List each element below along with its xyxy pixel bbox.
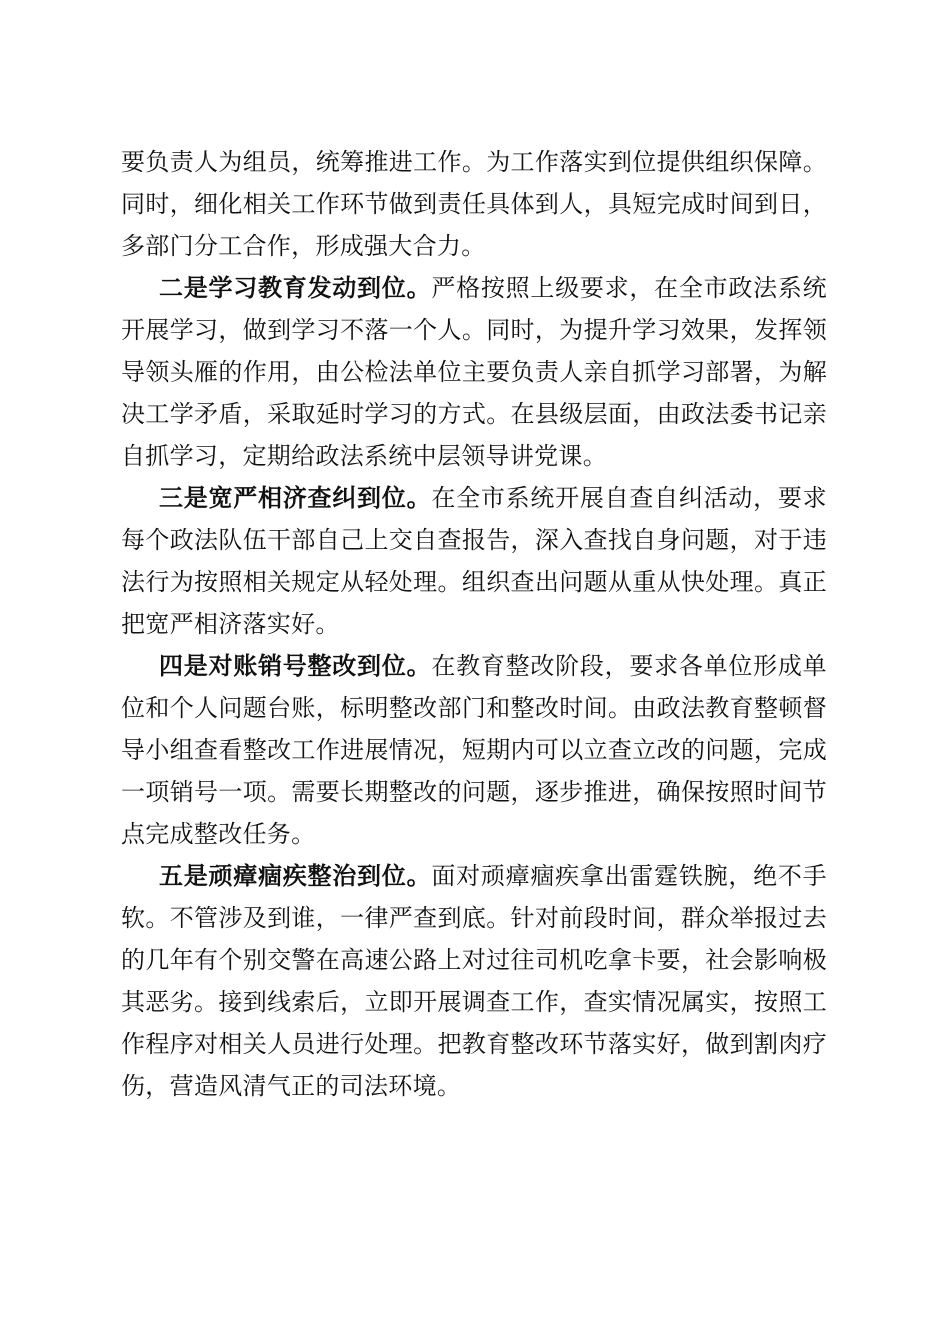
paragraph-text: 要负责人为组员，统筹推进工作。为工作落实到位提供组织保障。同时，细化相关工作环节做到责任具体到人，具短完成时间到日，多部门分工合作，形成强大合力。: [121, 148, 827, 260]
paragraph-heading: 五是顽瘴痼疾整治到位。: [159, 861, 432, 890]
paragraph-self-inspection: [121, 477, 827, 645]
paragraph-heading: 二是学习教育发动到位。: [159, 273, 432, 302]
paragraph-rectification: [121, 645, 827, 855]
paragraph-text: 严格按照上级要求，在全市政法系统开展学习，做到学习不落一个人。同时，为提升学习效果，发挥领导领头雁的作用，由公检法单位主要负责人亲自抓学习部署，为解决工学矛盾，采取延时学习的方式。在县级层面，由政法委书记亲自抓学习，定期给政法系统中层领导讲党课。: [121, 274, 827, 470]
paragraph-persistent-problems: [121, 855, 827, 1107]
paragraph-heading: 四是对账销号整改到位。: [159, 651, 432, 680]
paragraph-text: 面对顽瘴痼疾拿出雷霆铁腕，绝不手软。不管涉及到谁，一律严查到底。针对前段时间，群众举报过去的几年有个别交警在高速公路上对过往司机吃拿卡要，社会影响极其恶劣。接到线索后，立即开展调查工作，查实情况属实，按照工作程序对相关人员进行处理。把教育整改环节落实好，做到割肉疗伤，营造风清气正的司法环境。: [121, 862, 827, 1100]
paragraph-learning-education: [121, 267, 827, 477]
paragraph-continuation: [121, 141, 827, 267]
paragraph-text: 在全市系统开展自查自纠活动，要求每个政法队伍干部自己上交自查报告，深入查找自身问题，对于违法行为按照相关规定从轻处理。组织查出问题从重从快处理。真正把宽严相济落实好。: [121, 484, 827, 638]
paragraph-heading: 三是宽严相济查纠到位。: [159, 483, 432, 512]
paragraph-text: 在教育整改阶段，要求各单位形成单位和个人问题台账，标明整改部门和整改时间。由政法教育整顿督导小组查看整改工作进展情况，短期内可以立查立改的问题，完成一项销号一项。需要长期整改的问题，逐步推进，确保按照时间节点完成整改任务。: [121, 652, 827, 848]
document-page: [121, 141, 827, 1107]
